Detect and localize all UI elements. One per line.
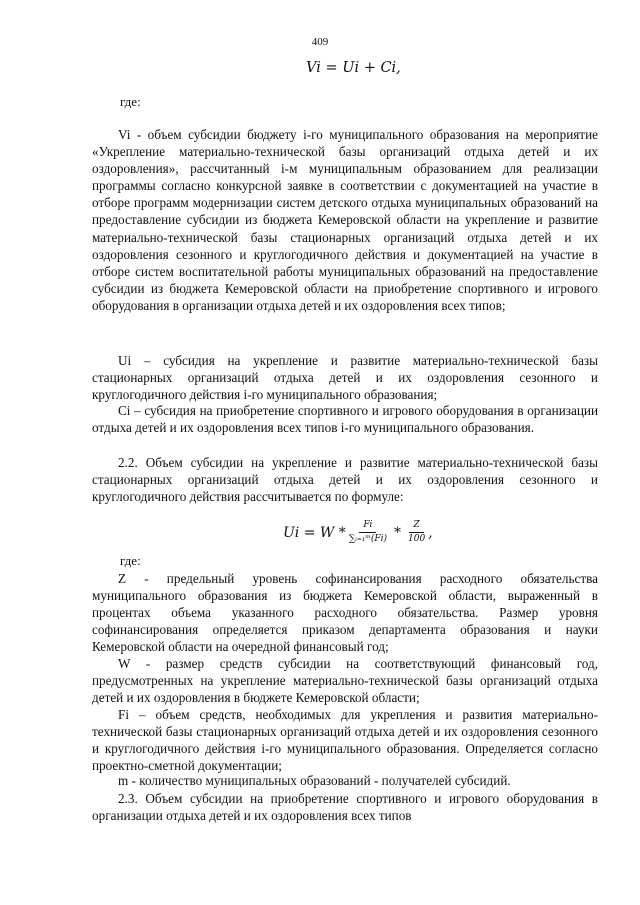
fraction-denominator-2: 100	[408, 534, 426, 544]
formula-ui-operator: *	[394, 524, 402, 541]
formula-ui-fraction-2	[408, 520, 425, 545]
paragraph-w-definition: W - размер средств субсидии на соответствующий финансовый год, предусмотренных на укрепление материально-технической базы организаций отдыха детей и их оздоровления в бюджете Кемеровской области;	[92, 656, 598, 706]
page-number: 409	[311, 36, 329, 48]
formula-ui-lhs: Ui = W *	[283, 524, 346, 541]
paragraph-vi-definition: Vi - объем субсидии бюджету i-го муниципального образования на мероприятие «Укрепление материально-технической базы организаций отдыха детей и их оздоровления», рассчитанный i-м муниципальным образованием для реализации программы согласно конкурсной заявке в соответствии с документацией на участие в отборе программ модернизации систем детского отдыха муниципальных образований на предоставление субсидии из бюджета Кемеровской области на укрепление и развитие материально-технической базы стационарных организаций отдыха детей и их оздоровления сезонного и круглогодичного действия и документацией на участие в отборе систем воспитательной работы муниципальных образований на предоставление субсидии из бюджета Кемеровской области на приобретение спортивного и игрового оборудования в организации отдыха детей и их оздоровления всех типов;	[92, 127, 598, 313]
formula-vi: Vi = Ui + Ci,	[306, 60, 401, 76]
paragraph-section-2-3: 2.3. Объем субсидии на приобретение спортивного и игрового оборудования в организации отдыха детей и их оздоровления всех типов	[92, 791, 598, 824]
where-label: где:	[120, 94, 141, 109]
fraction-denominator: ∑ᵢ₌₁ᵐ(Fi)	[348, 534, 388, 544]
paragraph-m-definition: m - количество муниципальных образований - получателей субсидий.	[118, 773, 511, 788]
where-label-2: где:	[120, 553, 141, 568]
formula-ui	[283, 520, 433, 545]
formula-ui-tail: ,	[428, 524, 433, 541]
fraction-numerator: Fi	[359, 520, 376, 533]
paragraph-section-2-2: 2.2. Объем субсидии на укрепление и развитие материально-технической базы стационарных организаций отдыха детей и их оздоровления сезонного и круглогодичного действия рассчитывается по формуле:	[92, 455, 598, 505]
paragraph-fi-definition: Fi – объем средств, необходимых для укрепления и развития материально-технической базы стационарных организаций отдыха детей и их оздоровления сезонного и круглогодичного действия i-го муниципального образования. Определяется согласно проектно-сметной документации;	[92, 707, 598, 774]
fraction-numerator-2: Z	[409, 520, 423, 533]
formula-ui-fraction-1	[349, 520, 387, 545]
paragraph-z-definition: Z - предельный уровень софинансирования расходного обязательства муниципального образования из бюджета Кемеровской области, выраженный в процентах объема указанного расходного обязательства. Размер уровня софинансирования определяется приказом департамента образования и науки Кемеровской области на очередной финансовый год;	[92, 571, 598, 655]
paragraph-ui-definition: Ui – субсидия на укрепление и развитие материально-технической базы стационарных организаций отдыха детей и их оздоровления сезонного и круглогодичного действия i-го муниципального образования;	[92, 353, 598, 403]
paragraph-ci-definition: Ci – субсидия на приобретение спортивного и игрового оборудования в организации отдыха детей и их оздоровления всех типов i-го муниципального образования.	[92, 403, 598, 436]
